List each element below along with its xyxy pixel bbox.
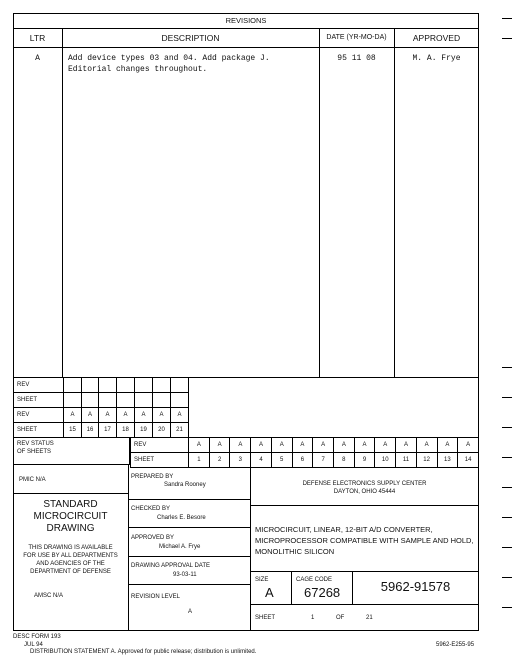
rev-cell	[135, 378, 153, 393]
revision-level: A	[188, 609, 193, 615]
status-rev-cell: A	[354, 438, 375, 453]
status-label-sheet: SHEET	[131, 453, 189, 468]
sheet-cell	[171, 393, 189, 408]
sheet-label: SHEET	[255, 615, 276, 621]
status-rev-cell: A	[230, 438, 251, 453]
sheet-cell: 15	[64, 423, 82, 438]
margin-tick	[502, 457, 512, 458]
prepared-by-label: PREPARED BY	[131, 474, 174, 480]
row-label-sheet: SHEET	[14, 423, 64, 438]
status-rev-cell: A	[271, 438, 292, 453]
header-ltr: LTR	[29, 33, 46, 43]
status-sheet-cell: 1	[189, 453, 210, 468]
margin-tick	[502, 38, 512, 39]
status-sheet-cell: 12	[416, 453, 437, 468]
checked-by-name: Charles E. Besore	[157, 515, 206, 521]
margin-tick	[502, 397, 512, 398]
agency-address: DAYTON, OHIO 45444	[333, 489, 396, 495]
checked-by-label: CHECKED BY	[131, 506, 171, 512]
rev-cell	[153, 378, 171, 393]
rev-status-label: REV STATUS	[17, 441, 54, 447]
status-sheet-cell: 5	[271, 453, 292, 468]
rev-status-table	[130, 437, 479, 468]
header-description: DESCRIPTION	[161, 33, 220, 43]
rev-cell	[64, 378, 82, 393]
approval-date-label: DRAWING APPROVAL DATE	[131, 563, 211, 569]
margin-tick	[502, 577, 512, 578]
status-rev-cell: A	[458, 438, 479, 453]
availability-line4: DEPARTMENT OF DEFENSE	[30, 569, 111, 575]
distribution-statement: DISTRIBUTION STATEMENT A. Approved for public release; distribution is unlimited.	[30, 649, 257, 655]
status-sheet-cell: 4	[251, 453, 272, 468]
rev-cell: A	[117, 408, 135, 423]
of-label: OF	[336, 615, 345, 621]
rev-cell	[99, 378, 117, 393]
rev-cell	[82, 378, 99, 393]
drawing-title-line1: MICROCIRCUIT, LINEAR, 12-BIT A/D CONVERTER,	[255, 525, 433, 534]
header-date: DATE (YR-MO-DA)	[326, 34, 387, 41]
sheet-cell: 18	[117, 423, 135, 438]
margin-tick	[502, 487, 512, 488]
size-label: SIZE	[255, 577, 269, 583]
status-rev-cell: A	[375, 438, 396, 453]
status-sheet-cell: 10	[375, 453, 396, 468]
status-rev-cell: A	[209, 438, 230, 453]
revision-approved: M. A. Frye	[412, 54, 461, 63]
rev-cell: A	[64, 408, 82, 423]
status-rev-cell: A	[416, 438, 437, 453]
status-rev-cell: A	[333, 438, 354, 453]
sheet-cell: 19	[135, 423, 153, 438]
status-sheet-cell: 9	[354, 453, 375, 468]
sheet-cell	[117, 393, 135, 408]
sheet-number: 1	[311, 615, 315, 621]
status-rev-cell: A	[396, 438, 417, 453]
rev-cell: A	[99, 408, 117, 423]
status-sheet-cell: 2	[209, 453, 230, 468]
sheet-cell: 20	[153, 423, 171, 438]
drawing-title-line2: MICROPROCESSOR COMPATIBLE WITH SAMPLE AND HOLD,	[255, 536, 474, 545]
sheet-cell	[135, 393, 153, 408]
pmic-label: PMIC N/A	[19, 477, 46, 483]
rev-cell: A	[135, 408, 153, 423]
document-code: 5962-E255-95	[436, 642, 475, 648]
revision-letter: A	[35, 54, 40, 63]
rev-sheet-table-upper	[13, 377, 189, 438]
rev-cell: A	[153, 408, 171, 423]
rev-cell: A	[82, 408, 99, 423]
revision-description-line1: Add device types 03 and 04. Add package J.	[68, 54, 270, 63]
margin-tick	[502, 547, 512, 548]
approval-date: 93-03-11	[173, 572, 197, 578]
approved-by-label: APPROVED BY	[131, 535, 175, 541]
rev-cell: A	[171, 408, 189, 423]
sheet-cell	[99, 393, 117, 408]
size-value: A	[265, 585, 274, 600]
margin-tick	[502, 18, 512, 19]
rev-cell	[117, 378, 135, 393]
prepared-by-name: Sandra Rooney	[164, 482, 206, 488]
approved-by-name: Michael A. Frye	[159, 544, 201, 550]
of-sheets-label: OF SHEETS	[17, 449, 52, 455]
cage-code-label: CAGE CODE	[296, 577, 333, 583]
sheet-cell	[153, 393, 171, 408]
row-label-sheet: SHEET	[14, 393, 64, 408]
availability-line2: FOR USE BY ALL DEPARTMENTS	[23, 553, 118, 559]
sheet-cell	[82, 393, 99, 408]
margin-tick	[502, 517, 512, 518]
availability-line3: AND AGENCIES OF THE	[36, 561, 105, 567]
rev-cell	[171, 378, 189, 393]
standard-heading: STANDARD	[43, 499, 98, 510]
sheet-cell: 21	[171, 423, 189, 438]
status-sheet-cell: 13	[437, 453, 458, 468]
header-approved: APPROVED	[412, 33, 461, 43]
sheet-cell	[64, 393, 82, 408]
status-sheet-cell: 7	[313, 453, 334, 468]
status-label-rev: REV	[131, 438, 189, 453]
drawing-number: 5962-91578	[380, 579, 451, 594]
status-sheet-cell: 3	[230, 453, 251, 468]
status-rev-cell: A	[313, 438, 334, 453]
availability-line1: THIS DRAWING IS AVAILABLE	[28, 545, 113, 551]
revision-description-line2: Editorial changes throughout.	[68, 65, 208, 74]
row-label-rev: REV	[14, 408, 64, 423]
revision-level-label: REVISION LEVEL	[131, 594, 181, 600]
status-sheet-cell: 8	[333, 453, 354, 468]
sheet-cell: 17	[99, 423, 117, 438]
sheet-cell: 16	[82, 423, 99, 438]
margin-tick	[502, 607, 512, 608]
status-rev-cell: A	[437, 438, 458, 453]
status-rev-cell: A	[251, 438, 272, 453]
row-label-rev: REV	[14, 378, 64, 393]
sheet-total: 21	[366, 615, 373, 621]
status-rev-cell: A	[292, 438, 313, 453]
cage-code-value: 67268	[304, 585, 341, 600]
drawing-heading: DRAWING	[46, 523, 95, 534]
agency-name: DEFENSE ELECTRONICS SUPPLY CENTER	[302, 481, 427, 487]
revision-date: 95 11 08	[337, 54, 376, 63]
margin-tick	[502, 367, 512, 368]
drawing-title-line3: MONOLITHIC SILICON	[255, 547, 335, 556]
status-sheet-cell: 6	[292, 453, 313, 468]
status-rev-cell: A	[189, 438, 210, 453]
status-sheet-cell: 11	[396, 453, 417, 468]
form-date: JUL 94	[24, 642, 43, 648]
status-sheet-cell: 14	[458, 453, 479, 468]
amsc-label: AMSC N/A	[34, 593, 64, 599]
margin-tick	[502, 427, 512, 428]
microcircuit-heading: MICROCIRCUIT	[33, 511, 108, 522]
revisions-title: REVISIONS	[225, 16, 267, 25]
form-number: DESC FORM 193	[13, 634, 61, 640]
